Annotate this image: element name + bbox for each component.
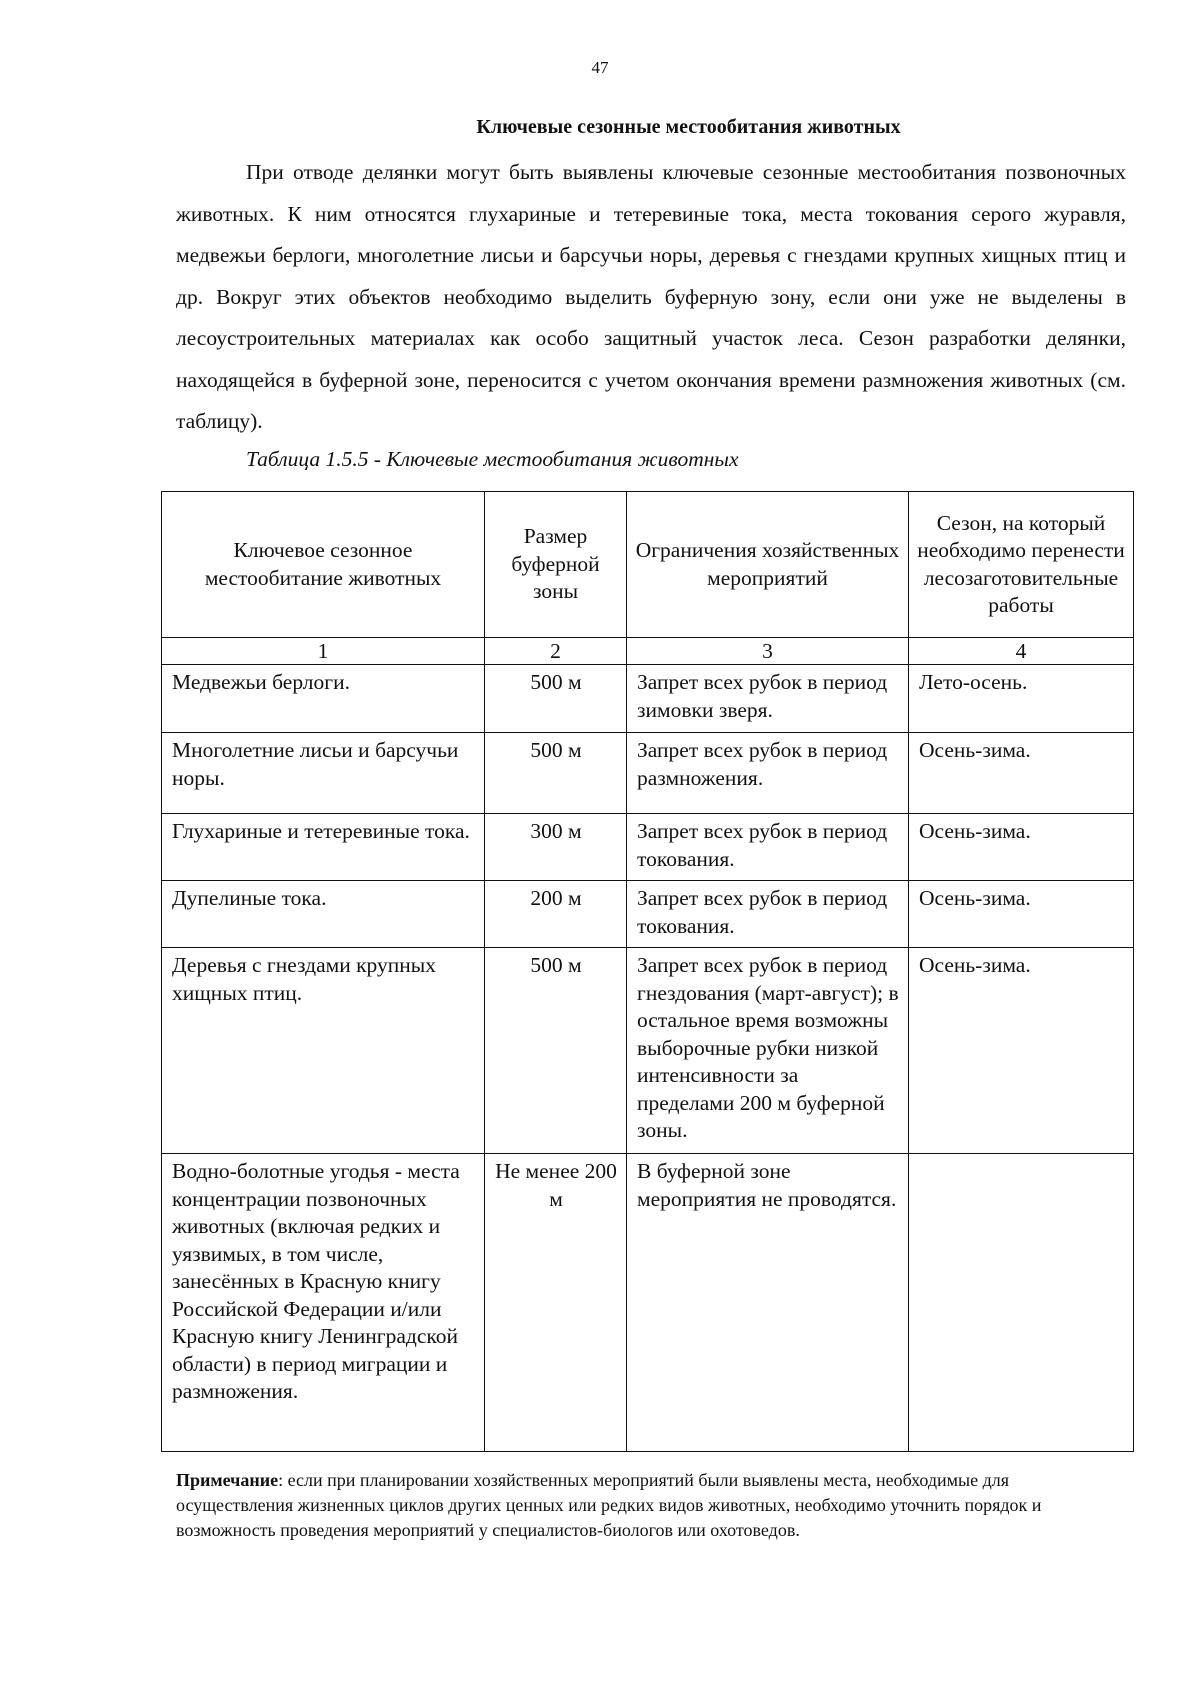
- habitats-table: [161, 491, 1134, 1452]
- column-number: 3: [627, 638, 909, 665]
- table-row: [162, 814, 1134, 881]
- habitat-cell: Многолетние лисьи и барсучьи норы.: [162, 733, 485, 814]
- season-cell: Осень-зима.: [909, 948, 1134, 1154]
- note-text: : если при планировании хозяйственных мероприятий были выявлены места, необходимые для осуществления жизненных циклов других ценных или редких видов животных, необходимо уточнить порядок и возможность проведения мероприятий у специалистов-биологов или охотоведов.: [176, 1470, 1042, 1540]
- habitat-cell: Деревья с гнездами крупных хищных птиц.: [162, 948, 485, 1154]
- season-cell: Лето-осень.: [909, 665, 1134, 733]
- intro-paragraph: При отводе делянки могут быть выявлены ключевые сезонные местообитания позвоночных животных. К ним относятся глухариные и тетеревиные тока, места токования серого журавля, медвежьи берлоги, многолетние лисьи и барсучьи норы, деревья с гнездами крупных хищных птиц и др. Вокруг этих объектов необходимо выделить буферную зону, если они уже не выделены в лесоустроительных материалах как особо защитный участок леса. Сезон разработки делянки, находящейся в буферной зоне, переносится с учетом окончания времени размножения животных (см. таблицу).: [176, 160, 1126, 433]
- table-row: [162, 881, 1134, 948]
- season-cell: Осень-зима.: [909, 814, 1134, 881]
- restrictions-cell: Запрет всех рубок в период токования.: [627, 814, 909, 881]
- header-season: Сезон, на который необходимо перенести лесозаготовительные работы: [909, 492, 1134, 638]
- restrictions-cell: В буферной зоне мероприятия не проводятся.: [627, 1154, 909, 1452]
- header-buffer-size: Размер буферной зоны: [485, 492, 627, 638]
- habitat-cell: Водно-болотные угодья - места концентрации позвоночных животных (включая редких и уязвимых, в том числе, занесённых в Красную книгу Российской Федерации и/или Красную книгу Ленинградской области) в период миграции и размножения.: [162, 1154, 485, 1452]
- column-number-row: [162, 638, 1134, 665]
- buffer-cell: Не менее 200 м: [485, 1154, 627, 1452]
- buffer-cell: 300 м: [485, 814, 627, 881]
- season-cell: Осень-зима.: [909, 733, 1134, 814]
- habitat-cell: Глухариные и тетеревиные тока.: [162, 814, 485, 881]
- restrictions-cell: Запрет всех рубок в период токования.: [627, 881, 909, 948]
- note-label: Примечание: [176, 1470, 279, 1490]
- season-cell: [909, 1154, 1134, 1452]
- buffer-cell: 500 м: [485, 733, 627, 814]
- buffer-cell: 500 м: [485, 948, 627, 1154]
- habitat-cell: Медвежьи берлоги.: [162, 665, 485, 733]
- table-row: [162, 1154, 1134, 1452]
- restrictions-cell: Запрет всех рубок в период гнездования (март-август); в остальное время возможны выборочные рубки низкой интенсивности за пределами 200 м буферной зоны.: [627, 948, 909, 1154]
- table-row: [162, 665, 1134, 733]
- header-restrictions: Ограничения хозяйственных мероприятий: [627, 492, 909, 638]
- buffer-cell: 200 м: [485, 881, 627, 948]
- page-number: 47: [591, 58, 609, 77]
- table-header-row: [162, 492, 1134, 638]
- restrictions-cell: Запрет всех рубок в период размножения.: [627, 733, 909, 814]
- header-habitat: Ключевое сезонное местообитание животных: [162, 492, 485, 638]
- column-number: 4: [909, 638, 1134, 665]
- table-row: [162, 733, 1134, 814]
- table-caption: Таблица 1.5.5 - Ключевые местообитания животных: [246, 447, 739, 471]
- table-note: [176, 1468, 1126, 1543]
- table-row: [162, 948, 1134, 1154]
- column-number: 1: [162, 638, 485, 665]
- column-number: 2: [485, 638, 627, 665]
- restrictions-cell: Запрет всех рубок в период зимовки зверя.: [627, 665, 909, 733]
- section-heading: Ключевые сезонные местообитания животных: [476, 116, 901, 138]
- habitat-cell: Дупелиные тока.: [162, 881, 485, 948]
- buffer-cell: 500 м: [485, 665, 627, 733]
- season-cell: Осень-зима.: [909, 881, 1134, 948]
